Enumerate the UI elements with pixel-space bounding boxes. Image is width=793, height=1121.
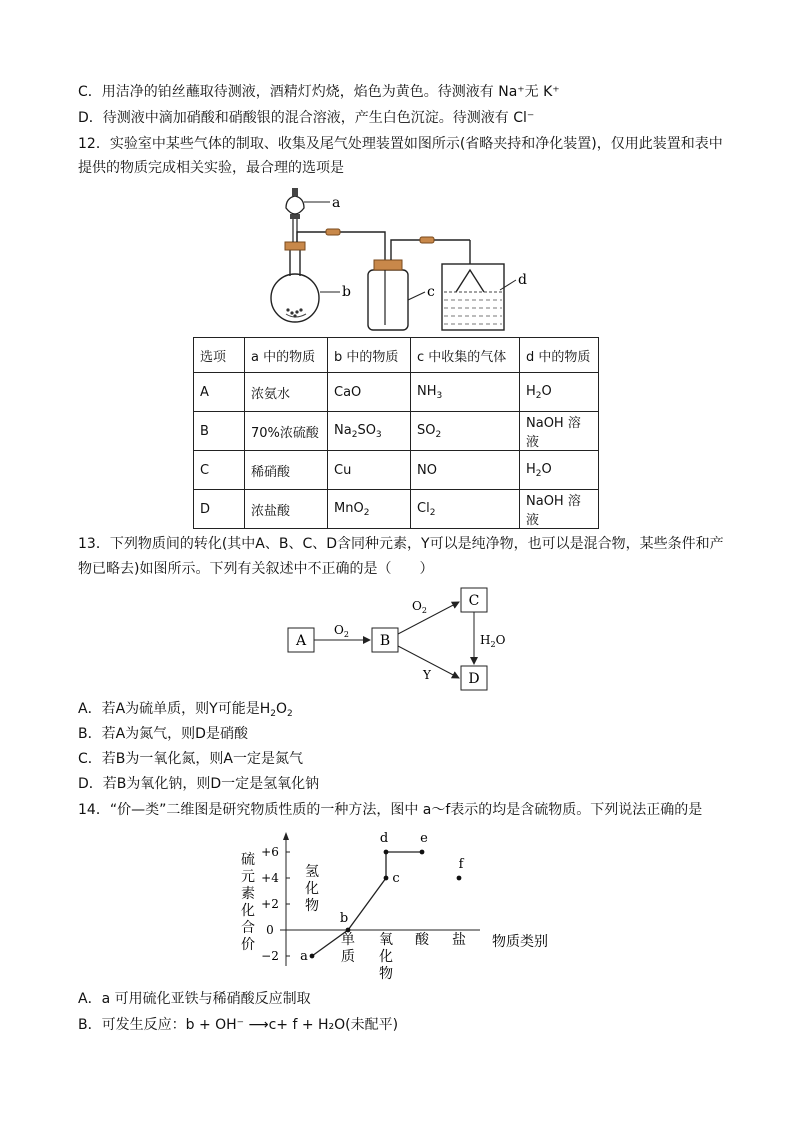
point-label-b: b (339, 911, 349, 926)
cell-a: 浓盐酸 (245, 490, 328, 529)
q14-option-b: B．可发生反应：b + OH⁻ ⟶c+ f + H₂O(未配平) (78, 1017, 399, 1033)
table-row (194, 490, 599, 529)
edge-bd-label: Y (423, 668, 431, 682)
edge-bc-label: $O_2$ (412, 599, 427, 615)
header-c: c 中收集的气体 (411, 338, 520, 373)
point-label-f: f (458, 857, 464, 872)
point-label-c: c (392, 871, 400, 886)
svg-text:化: 化 (305, 881, 319, 897)
q13-conversion-diagram (280, 582, 520, 694)
q11-option-c: C．用洁净的铂丝蘸取待测液，酒精灯灼烧，焰色为黄色。待测液有 Na⁺无 K⁺ (78, 84, 560, 100)
cell-d: $H_2O$ (520, 373, 599, 412)
label-a: a (332, 195, 341, 211)
svg-text:物: 物 (305, 898, 319, 914)
cell-option: D (194, 490, 245, 529)
valence-path (312, 852, 422, 956)
svg-text:化: 化 (379, 949, 393, 965)
cell-c: NO (411, 451, 520, 490)
svg-text:合: 合 (241, 920, 255, 936)
svg-text:酸: 酸 (415, 932, 429, 948)
cell-b: MnO$_2$ (328, 490, 411, 529)
y-tick-label: 0 (266, 923, 274, 937)
svg-text:单: 单 (341, 932, 355, 948)
category-label (452, 931, 466, 948)
x-axis-title: 物质类别 (492, 934, 548, 950)
cell-d: NaOH 溶液 (520, 412, 599, 451)
point-f (457, 876, 462, 881)
header-a: a 中的物质 (245, 338, 328, 373)
q13-stem-line2: 物已略去)如图所示。下列有关叙述中不正确的是（ ） (78, 561, 434, 577)
q13-option-d: D．若B为氧化钠，则D一定是氢氧化钠 (78, 776, 320, 792)
y-tick-label: +6 (261, 845, 279, 859)
q13-stem-line1: 13．下列物质间的转化(其中A、B、C、D含同种元素，Y可以是纯净物，也可以是混合物，某些条件和产 (78, 536, 724, 552)
cell-a: 70%浓硫酸 (245, 412, 328, 451)
cell-option: B (194, 412, 245, 451)
edge-ab-label: $O_2$ (334, 623, 349, 639)
y-axis-arrow (283, 832, 289, 840)
label-b: b (342, 284, 351, 300)
q14-stem: 14．“价—类”二维图是研究物质性质的一种方法，图中 a～f表示的均是含硫物质。下列说法正确的是 (78, 802, 703, 818)
header-d: d 中的物质 (520, 338, 599, 373)
point-label-a: a (300, 949, 308, 964)
svg-text:质: 质 (341, 949, 355, 965)
cell-a: 稀硝酸 (245, 451, 328, 490)
category-label (415, 932, 430, 948)
q13-option-b: B．若A为氮气，则D是硝酸 (78, 726, 248, 742)
table-row (194, 373, 599, 412)
svg-text:氢: 氢 (305, 864, 319, 880)
svg-text:氧: 氧 (379, 932, 393, 948)
cell-option: C (194, 451, 245, 490)
q11-option-d: D．待测液中滴加硝酸和硝酸银的混合溶液，产生白色沉淀。待测液有 Cl⁻ (78, 110, 535, 126)
q12-options-table (193, 337, 599, 529)
svg-text:化: 化 (241, 903, 255, 919)
svg-text:硫: 硫 (241, 852, 255, 868)
y-tick-label: +4 (261, 871, 279, 885)
node-d-label: D (468, 671, 480, 687)
label-d: d (518, 272, 527, 288)
q12-stem-line2: 提供的物质完成相关实验，最合理的选项是 (78, 160, 344, 176)
svg-text:元: 元 (241, 869, 255, 885)
y-tick-label: −2 (261, 949, 279, 963)
point-label-e: e (420, 831, 428, 846)
cell-d: $H_2O$ (520, 451, 599, 490)
svg-text:物: 物 (379, 966, 393, 982)
point-d (384, 850, 389, 855)
cell-b: CaO (328, 373, 411, 412)
cell-d: NaOH 溶液 (520, 490, 599, 529)
category-label (341, 932, 355, 965)
cell-c: $NH_3$ (411, 373, 520, 412)
edge-cd-label: $H_2O$ (480, 633, 506, 649)
header-b: b 中的物质 (328, 338, 411, 373)
cell-a: 浓氨水 (245, 373, 328, 412)
node-b-label: B (379, 633, 391, 649)
q12-apparatus-diagram (260, 180, 540, 336)
cell-b: $Na_2SO_3$ (328, 412, 411, 451)
point-c (384, 876, 389, 881)
header-option: 选项 (194, 338, 245, 373)
q13-option-a: A．若A为硫单质，则Y可能是$H_2O_2$ (78, 701, 293, 719)
y-axis-title (241, 852, 255, 953)
svg-text:盐: 盐 (452, 932, 466, 948)
node-a-label: A (295, 633, 307, 649)
label-c: c (427, 284, 435, 300)
cell-c: $Cl_2$ (411, 490, 520, 529)
category-label (379, 932, 393, 982)
cell-c: $SO_2$ (411, 412, 520, 451)
table-row (194, 451, 599, 490)
svg-text:素: 素 (241, 886, 255, 902)
table-row (194, 412, 599, 451)
cell-option: A (194, 373, 245, 412)
node-c-label: C (468, 593, 480, 609)
q13-option-c: C．若B为一氧化氮，则A一定是氮气 (78, 751, 303, 767)
q14-valence-class-chart (230, 826, 570, 984)
q12-stem-line1: 12．实验室中某些气体的制取、收集及尾气处理装置如图所示(省略夹持和净化装置)，仅用此装置和表中 (78, 136, 723, 152)
point-a (310, 954, 315, 959)
point-b (346, 928, 351, 933)
category-label (305, 864, 319, 914)
svg-text:价: 价 (241, 937, 255, 953)
q14-option-a: A．a 可用硫化亚铁与稀硝酸反应制取 (78, 991, 311, 1007)
table-header-row (194, 338, 599, 373)
point-label-d: d (379, 831, 389, 846)
cell-b: Cu (328, 451, 411, 490)
y-tick-label: +2 (261, 897, 279, 911)
point-e (420, 850, 425, 855)
